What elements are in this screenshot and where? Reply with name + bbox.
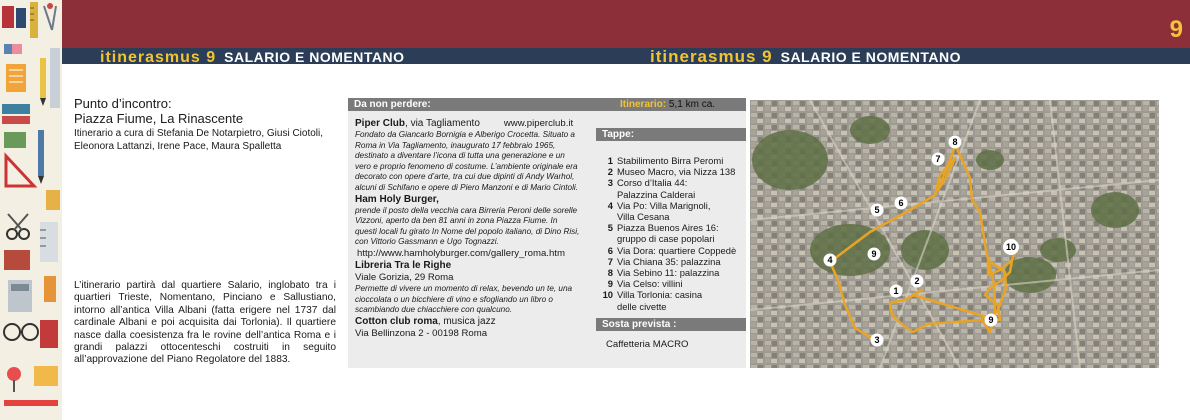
stop-line: Villa Torlonia: casina	[617, 289, 703, 301]
stop-line: delle civette	[617, 300, 667, 312]
svg-text:6: 6	[898, 198, 904, 208]
svg-text:8: 8	[952, 137, 958, 147]
stop-line: Stabilimento Birra Peromi	[617, 155, 724, 166]
stop-number: 9	[607, 278, 613, 290]
stop-number: 10	[602, 289, 613, 301]
stop-line: Villa Cesana	[617, 211, 670, 223]
place-item	[355, 260, 581, 316]
palette-icon	[46, 190, 60, 210]
stop-item	[600, 222, 746, 244]
pencil-icon	[40, 58, 46, 106]
not-to-miss-heading: Da non perdere:	[348, 98, 590, 111]
place-description: Permette di vivere un momento di relax, bevendo un te, una cioccolata o un bicchiere di vino e sfogliando un libro o scambiando due chiacchiere con qualcuno.	[355, 283, 573, 315]
book-icon	[2, 6, 26, 28]
route-map	[750, 100, 1159, 368]
header-title-left	[100, 48, 405, 66]
place-name: Libreria Tra le Righe	[355, 259, 452, 271]
notebook-icon	[6, 64, 26, 92]
map-marker	[911, 275, 924, 288]
stop-line: Via Chiana 35: palazzina	[617, 255, 721, 267]
map-marker	[890, 285, 903, 298]
place-item	[355, 194, 581, 260]
stop-item	[600, 200, 746, 222]
itinerary-subtitle: SALARIO E NOMENTANO	[780, 49, 961, 65]
box-icon-2	[34, 366, 58, 386]
place-address: Viale Gorizia, 29 Roma	[355, 271, 454, 283]
stop-item	[600, 245, 746, 256]
stop-item	[600, 256, 746, 267]
box-icon	[4, 250, 30, 270]
stop-line: gruppo di case popolari	[617, 233, 715, 245]
stop-number: 6	[607, 244, 613, 256]
place-website[interactable]: http://www.hamholyburger.com/gallery_roma.htm	[357, 247, 565, 259]
stop-line: Via Po: Villa Marignoli,	[617, 199, 711, 211]
stop-number: 1	[607, 155, 613, 166]
itinerary-length-bar	[590, 98, 746, 111]
svg-text:9: 9	[988, 315, 994, 325]
stationery-pattern	[0, 0, 62, 420]
stop-planned-place: Caffetteria MACRO	[606, 339, 689, 350]
place-address: Via Bellinzona 2 - 00198 Roma	[355, 327, 488, 339]
stop-text	[617, 278, 746, 289]
place-description: Fondato da Giancarlo Bornigia e Alberigo Crocetta. Situato a Roma in Via Tagliamento, inaugurato 17 febbraio 1965, destinato a diventare l’icona di tutta una generazione e un vero e proprio fenomeno di costume. L’ambiente originale era decorato con opere d’arte, tra cui due dipinti di Andy Warhol, alcuni di Schifano e opere di Piero Manzoni e di Mario Cintoli.	[355, 130, 579, 192]
stop-item	[600, 166, 746, 177]
map-marker	[932, 153, 945, 166]
map-marker	[895, 197, 908, 210]
stop-item	[600, 155, 746, 166]
notebook-icon-2	[4, 132, 26, 148]
stop-text	[617, 166, 746, 177]
stops-list	[600, 155, 746, 312]
map-marker	[1003, 239, 1019, 255]
map-marker	[949, 136, 962, 149]
place-website[interactable]: www.piperclub.it	[503, 118, 574, 129]
meeting-label: Punto d’incontro:	[74, 96, 172, 111]
stop-text	[617, 267, 746, 278]
stop-text	[617, 177, 746, 199]
stop-text	[617, 200, 746, 222]
stop-item	[600, 278, 746, 289]
pencil-icon-3	[4, 400, 58, 406]
place-item	[355, 118, 581, 194]
stop-number: 4	[607, 199, 613, 211]
stop-number: 5	[607, 222, 613, 234]
stop-line: Piazza Buenos Aires 16:	[617, 222, 719, 234]
stop-number: 8	[607, 267, 613, 279]
map-marker	[871, 204, 884, 217]
map-marker	[985, 314, 998, 327]
map-marker	[868, 248, 881, 261]
place-name: Ham Holy Burger,	[355, 193, 439, 205]
place-name: Piper Club, via Tagliamento www.piperclub.it	[355, 118, 574, 129]
itinerary-length: 5,1 km ca.	[668, 99, 716, 110]
stop-line: Museo Macro, via Nizza 138	[617, 166, 736, 178]
map-marker	[824, 254, 837, 267]
svg-text:2: 2	[914, 276, 920, 286]
svg-text:10: 10	[1005, 242, 1017, 252]
calculator-icon	[8, 280, 32, 312]
ruler-icon-2	[50, 48, 60, 108]
ruler-icon-3	[40, 222, 58, 262]
header-band	[62, 0, 1190, 48]
stop-item	[600, 289, 746, 311]
meeting-place: Piazza Fiume, La Rinascente	[74, 111, 244, 126]
stop-text	[617, 256, 746, 267]
book-icon-2	[2, 104, 30, 124]
eraser-icon	[4, 44, 22, 54]
stop-text	[617, 222, 746, 244]
stop-number: 7	[607, 255, 613, 267]
pencil-icon-2	[38, 130, 44, 184]
map-marker	[871, 334, 884, 347]
stop-number: 3	[607, 177, 613, 189]
stop-line: Corso d’Italia 44:	[617, 177, 688, 189]
ruler-icon	[30, 2, 38, 38]
stop-text	[617, 155, 746, 166]
intro-paragraph: L’itinerario partirà dal quartiere Salario, inglobato tra i quartieri Trieste, Nomentano, Pinciano e Sallustiano, intorno all’antica Villa Albani (fatta erigere nel 1737 dal cardinale Albani e poi acquisita dai Torlonia). Il quartiere nasce dalla coesistenza fra le rovine dell’antica Roma e i grandi palazzi ottocenteschi costruiti in seguito all’approvazione del Piano Regolatore del 1883.	[74, 280, 336, 366]
places-list	[355, 118, 581, 340]
stop-line: Palazzina Calderai	[617, 188, 696, 200]
stop-line: Via Dora: quartiere Coppedè	[617, 244, 737, 256]
stop-text	[617, 245, 746, 256]
stop-line: Via Celso: villini	[617, 278, 683, 290]
stop-line: Via Sebino 11: palazzina	[617, 267, 720, 279]
itinerary-name: itinerasmus 9	[100, 49, 217, 66]
stop-item	[600, 177, 746, 199]
svg-text:7: 7	[935, 154, 941, 164]
meeting-point	[74, 96, 344, 153]
svg-text:5: 5	[874, 205, 880, 215]
place-description: prende il posto della vecchia cara Birreria Peroni delle sorelle Vizzoni, aperto da ben 81 anni in zona Piazza Fiume. In questi locali fu girato In Nome del popolo italiano, di Dino Risi, con Vittorio Gassmann e Ugo Tognazzi.	[355, 205, 580, 247]
place-item	[355, 316, 581, 340]
svg-text:4: 4	[827, 255, 833, 265]
decorative-strip	[0, 0, 62, 420]
stop-item	[600, 267, 746, 278]
stop-text	[617, 289, 746, 311]
glue-icon	[44, 276, 56, 302]
itinerary-label: Itinerario:	[620, 99, 667, 110]
book-icon-3	[40, 320, 58, 348]
svg-text:3: 3	[874, 335, 880, 345]
stop-planned-heading: Sosta prevista :	[596, 318, 746, 331]
itinerary-name: itinerasmus 9	[650, 47, 773, 66]
svg-text:1: 1	[893, 286, 899, 296]
stop-number: 2	[607, 166, 613, 178]
credits: Itinerario a cura di Stefania De Notarpietro, Giusi Ciotoli, Eleonora Lattanzi, Irene Pace, Maura Spalletta	[74, 128, 324, 152]
page-number: 9	[1169, 16, 1183, 43]
itinerary-subtitle: SALARIO E NOMENTANO	[224, 49, 405, 65]
place-name: Cotton club roma, musica jazz	[355, 315, 496, 327]
header-title-right	[650, 48, 961, 66]
svg-text:9: 9	[871, 249, 877, 259]
stops-heading: Tappe:	[596, 128, 746, 141]
